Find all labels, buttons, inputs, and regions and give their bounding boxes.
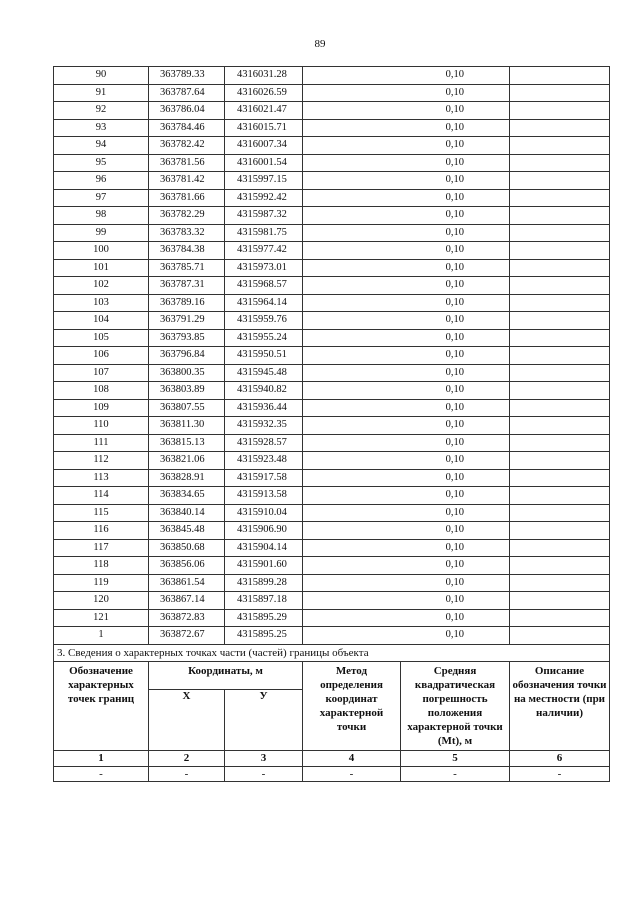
error-value: 0,10 [401, 399, 510, 417]
coordinate-x: 363867.14 [149, 592, 225, 610]
error-value: 0,10 [401, 277, 510, 295]
error-value: 0,10 [401, 557, 510, 575]
header-description: Описание обозначения точки на местности (при наличии) [510, 661, 610, 750]
error-value: 0,10 [401, 382, 510, 400]
method-cell [303, 312, 401, 330]
coordinate-y: 4315959.76 [225, 312, 303, 330]
coordinate-y: 4315906.90 [225, 522, 303, 540]
header-method: Метод определения координат характерной точки [303, 661, 401, 750]
error-value: 0,10 [401, 259, 510, 277]
header-error: Средняя квадратическая погрешность положения характерной точки (Mt), м [401, 661, 510, 750]
column-number-6: 6 [510, 750, 610, 766]
description-cell [510, 312, 610, 330]
coordinate-y: 4316021.47 [225, 102, 303, 120]
point-number: 121 [54, 609, 149, 627]
coordinate-x: 363789.16 [149, 294, 225, 312]
description-cell [510, 399, 610, 417]
point-number: 96 [54, 172, 149, 190]
description-cell [510, 452, 610, 470]
table-row [54, 294, 610, 312]
table-row [54, 609, 610, 627]
description-cell [510, 189, 610, 207]
method-cell [303, 137, 401, 155]
error-value: 0,10 [401, 364, 510, 382]
point-number: 1 [54, 627, 149, 645]
column-numbers-row [54, 750, 610, 766]
table-row [54, 207, 610, 225]
description-cell [510, 574, 610, 592]
table-row [54, 67, 610, 85]
description-cell [510, 347, 610, 365]
error-value: 0,10 [401, 119, 510, 137]
method-cell [303, 627, 401, 645]
coordinate-x: 363815.13 [149, 434, 225, 452]
error-value: 0,10 [401, 627, 510, 645]
method-cell [303, 189, 401, 207]
point-number: 114 [54, 487, 149, 505]
coordinate-x: 363786.04 [149, 102, 225, 120]
coordinate-x: 363789.33 [149, 67, 225, 85]
error-value: 0,10 [401, 154, 510, 172]
method-cell [303, 434, 401, 452]
coordinate-x: 363784.38 [149, 242, 225, 260]
description-cell [510, 154, 610, 172]
point-number: 109 [54, 399, 149, 417]
method-cell [303, 539, 401, 557]
table-row [54, 522, 610, 540]
table-row [54, 487, 610, 505]
coordinates-table [53, 66, 610, 782]
point-number: 115 [54, 504, 149, 522]
method-cell [303, 557, 401, 575]
coordinate-x: 363791.29 [149, 312, 225, 330]
method-cell [303, 382, 401, 400]
error-value: 0,10 [401, 207, 510, 225]
point-number: 93 [54, 119, 149, 137]
method-cell [303, 487, 401, 505]
column-number-1: 1 [54, 750, 149, 766]
coordinate-y: 4315968.57 [225, 277, 303, 295]
point-number: 108 [54, 382, 149, 400]
point-number: 107 [54, 364, 149, 382]
coordinate-y: 4315913.58 [225, 487, 303, 505]
column-number-4: 4 [303, 750, 401, 766]
coordinate-y: 4315917.58 [225, 469, 303, 487]
description-cell [510, 207, 610, 225]
coordinate-x: 363807.55 [149, 399, 225, 417]
table-row [54, 417, 610, 435]
table-row [54, 172, 610, 190]
error-value: 0,10 [401, 329, 510, 347]
section-title: 3. Сведения о характерных точках части (частей) границы объекта [54, 644, 610, 661]
coordinate-y: 4315901.60 [225, 557, 303, 575]
method-cell [303, 207, 401, 225]
error-value: 0,10 [401, 189, 510, 207]
table-row [54, 399, 610, 417]
table-row [54, 364, 610, 382]
coordinate-y: 4315904.14 [225, 539, 303, 557]
point-number: 97 [54, 189, 149, 207]
coordinate-x: 363783.32 [149, 224, 225, 242]
coordinate-y: 4316001.54 [225, 154, 303, 172]
description-cell [510, 487, 610, 505]
coordinate-x: 363785.71 [149, 259, 225, 277]
table-row [54, 347, 610, 365]
description-cell [510, 259, 610, 277]
coordinate-x: 363850.68 [149, 539, 225, 557]
coordinate-y: 4315895.25 [225, 627, 303, 645]
error-value: 0,10 [401, 417, 510, 435]
description-cell [510, 67, 610, 85]
description-cell [510, 609, 610, 627]
error-value: 0,10 [401, 102, 510, 120]
coordinate-y: 4316026.59 [225, 84, 303, 102]
point-number: 90 [54, 67, 149, 85]
point-number: 104 [54, 312, 149, 330]
error-value: 0,10 [401, 137, 510, 155]
coordinate-y: 4315940.82 [225, 382, 303, 400]
coordinate-y: 4316031.28 [225, 67, 303, 85]
table-row [54, 627, 610, 645]
column-number-3: 3 [225, 750, 303, 766]
point-number: 99 [54, 224, 149, 242]
description-cell [510, 329, 610, 347]
point-number: 91 [54, 84, 149, 102]
coordinate-y: 4315945.48 [225, 364, 303, 382]
description-cell [510, 627, 610, 645]
description-cell [510, 434, 610, 452]
error-value: 0,10 [401, 224, 510, 242]
header-designation: Обозначение характерных точек границ [54, 661, 149, 750]
description-cell [510, 364, 610, 382]
error-value: 0,10 [401, 312, 510, 330]
method-cell [303, 469, 401, 487]
coordinate-y: 4315897.18 [225, 592, 303, 610]
description-cell [510, 294, 610, 312]
description-cell [510, 539, 610, 557]
error-value: 0,10 [401, 294, 510, 312]
header-coordinates: Координаты, м [149, 661, 303, 689]
error-value: 0,10 [401, 452, 510, 470]
description-cell [510, 242, 610, 260]
table-row [54, 557, 610, 575]
coordinate-y: 4316015.71 [225, 119, 303, 137]
coordinate-y: 4315928.57 [225, 434, 303, 452]
error-value: 0,10 [401, 487, 510, 505]
point-number: 110 [54, 417, 149, 435]
error-value: 0,10 [401, 434, 510, 452]
table-row [54, 592, 610, 610]
error-value: 0,10 [401, 347, 510, 365]
method-cell [303, 609, 401, 627]
coordinate-y: 4315910.04 [225, 504, 303, 522]
document-table-wrapper [53, 66, 609, 782]
table-row [54, 137, 610, 155]
method-cell [303, 172, 401, 190]
coordinate-y: 4315899.28 [225, 574, 303, 592]
error-value: 0,10 [401, 242, 510, 260]
method-cell [303, 504, 401, 522]
error-value: 0,10 [401, 84, 510, 102]
point-number: 119 [54, 574, 149, 592]
coordinate-x: 363782.42 [149, 137, 225, 155]
description-cell [510, 224, 610, 242]
error-value: 0,10 [401, 592, 510, 610]
empty-cell-4: - [303, 766, 401, 781]
error-value: 0,10 [401, 609, 510, 627]
page-number: 89 [314, 38, 326, 50]
point-number: 106 [54, 347, 149, 365]
coordinate-x: 363872.67 [149, 627, 225, 645]
method-cell [303, 417, 401, 435]
error-value: 0,10 [401, 469, 510, 487]
point-number: 113 [54, 469, 149, 487]
coordinate-x: 363793.85 [149, 329, 225, 347]
empty-data-row [54, 766, 610, 781]
error-value: 0,10 [401, 522, 510, 540]
coordinate-x: 363796.84 [149, 347, 225, 365]
coordinate-x: 363784.46 [149, 119, 225, 137]
table-row [54, 469, 610, 487]
method-cell [303, 259, 401, 277]
table-row [54, 574, 610, 592]
point-number: 103 [54, 294, 149, 312]
empty-cell-2: - [149, 766, 225, 781]
coordinate-y: 4315895.29 [225, 609, 303, 627]
header-x: Х [149, 689, 225, 750]
method-cell [303, 294, 401, 312]
point-number: 101 [54, 259, 149, 277]
description-cell [510, 592, 610, 610]
description-cell [510, 504, 610, 522]
table-row [54, 119, 610, 137]
coordinate-y: 4315992.42 [225, 189, 303, 207]
description-cell [510, 382, 610, 400]
coordinate-x: 363800.35 [149, 364, 225, 382]
table-row [54, 312, 610, 330]
coordinate-x: 363781.42 [149, 172, 225, 190]
table-row [54, 259, 610, 277]
description-cell [510, 119, 610, 137]
description-cell [510, 417, 610, 435]
table-row [54, 189, 610, 207]
coordinate-y: 4315981.75 [225, 224, 303, 242]
table-row [54, 504, 610, 522]
coordinate-y: 4315964.14 [225, 294, 303, 312]
coordinates-rows [54, 67, 610, 645]
method-cell [303, 329, 401, 347]
empty-cell-6: - [510, 766, 610, 781]
method-cell [303, 67, 401, 85]
method-cell [303, 102, 401, 120]
point-number: 98 [54, 207, 149, 225]
table-row [54, 452, 610, 470]
table-row [54, 382, 610, 400]
coordinate-y: 4315987.32 [225, 207, 303, 225]
table-row [54, 84, 610, 102]
method-cell [303, 242, 401, 260]
method-cell [303, 364, 401, 382]
table-row [54, 277, 610, 295]
method-cell [303, 119, 401, 137]
coordinate-y: 4316007.34 [225, 137, 303, 155]
coordinate-y: 4315936.44 [225, 399, 303, 417]
error-value: 0,10 [401, 67, 510, 85]
header-y: У [225, 689, 303, 750]
coordinate-x: 363787.31 [149, 277, 225, 295]
description-cell [510, 557, 610, 575]
table-row [54, 329, 610, 347]
point-number: 105 [54, 329, 149, 347]
coordinate-x: 363781.56 [149, 154, 225, 172]
method-cell [303, 452, 401, 470]
coordinate-x: 363787.64 [149, 84, 225, 102]
point-number: 95 [54, 154, 149, 172]
empty-cell-5: - [401, 766, 510, 781]
description-cell [510, 102, 610, 120]
method-cell [303, 154, 401, 172]
point-number: 116 [54, 522, 149, 540]
method-cell [303, 347, 401, 365]
method-cell [303, 522, 401, 540]
empty-cell-1: - [54, 766, 149, 781]
table-row [54, 224, 610, 242]
header-row [54, 661, 610, 689]
method-cell [303, 399, 401, 417]
description-cell [510, 172, 610, 190]
point-number: 118 [54, 557, 149, 575]
description-cell [510, 522, 610, 540]
coordinate-x: 363811.30 [149, 417, 225, 435]
error-value: 0,10 [401, 172, 510, 190]
coordinate-x: 363861.54 [149, 574, 225, 592]
method-cell [303, 224, 401, 242]
method-cell [303, 574, 401, 592]
table-row [54, 242, 610, 260]
coordinate-x: 363828.91 [149, 469, 225, 487]
point-number: 120 [54, 592, 149, 610]
coordinate-y: 4315932.35 [225, 417, 303, 435]
coordinate-y: 4315950.51 [225, 347, 303, 365]
coordinate-y: 4315973.01 [225, 259, 303, 277]
point-number: 112 [54, 452, 149, 470]
coordinate-x: 363821.06 [149, 452, 225, 470]
error-value: 0,10 [401, 539, 510, 557]
point-number: 111 [54, 434, 149, 452]
coordinate-y: 4315977.42 [225, 242, 303, 260]
coordinate-x: 363803.89 [149, 382, 225, 400]
error-value: 0,10 [401, 504, 510, 522]
point-number: 94 [54, 137, 149, 155]
table-row [54, 154, 610, 172]
coordinate-x: 363782.29 [149, 207, 225, 225]
coordinate-x: 363856.06 [149, 557, 225, 575]
point-number: 102 [54, 277, 149, 295]
point-number: 92 [54, 102, 149, 120]
coordinate-x: 363840.14 [149, 504, 225, 522]
error-value: 0,10 [401, 574, 510, 592]
column-number-2: 2 [149, 750, 225, 766]
method-cell [303, 84, 401, 102]
coordinate-y: 4315997.15 [225, 172, 303, 190]
table-row [54, 434, 610, 452]
description-cell [510, 469, 610, 487]
table-row [54, 539, 610, 557]
method-cell [303, 592, 401, 610]
point-number: 100 [54, 242, 149, 260]
coordinate-y: 4315923.48 [225, 452, 303, 470]
table-row [54, 102, 610, 120]
description-cell [510, 277, 610, 295]
coordinate-x: 363781.66 [149, 189, 225, 207]
empty-cell-3: - [225, 766, 303, 781]
description-cell [510, 84, 610, 102]
section-title-row [54, 644, 610, 661]
point-number: 117 [54, 539, 149, 557]
description-cell [510, 137, 610, 155]
coordinate-x: 363845.48 [149, 522, 225, 540]
method-cell [303, 277, 401, 295]
coordinate-y: 4315955.24 [225, 329, 303, 347]
column-number-5: 5 [401, 750, 510, 766]
coordinate-x: 363872.83 [149, 609, 225, 627]
coordinate-x: 363834.65 [149, 487, 225, 505]
